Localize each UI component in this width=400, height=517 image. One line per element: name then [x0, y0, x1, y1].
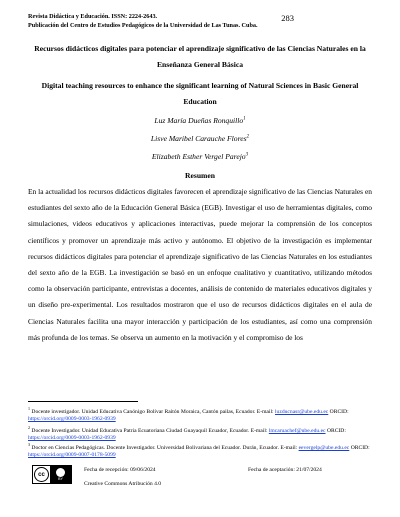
attribution-person-icon [56, 468, 65, 477]
abstract-text: En la actualidad los recursos didácticos digitales favorecen el aprendizaje significativo de las Ciencias Naturales en estudiantes del sexto año de la Educación General Básica (EGB). Investigar el uso de herramientas digitales, como simulaciones, videos educativos y aplicaciones interactivas, puede mejorar la comprensión de los conceptos científicos y promover un aprendizaje más activo y autónomo. El objetivo de la investigación es implementar recursos didácticos digitales para potenciar el aprendizaje significativo de las Ciencias Naturales en los estudiantes del sexto año de la EGB. La investigación se basó en un enfoque cualitativo y cuantitativo, utilizando métodos como la observación participante, entrevistas a docentes, análisis de contenido de materiales educativos digitales y un diseño pre-experimental. Los resultados mostraron que el uso de recursos didácticos digitales en el aula de Ciencias Naturales facilita una mayor interacción y participación de los estudiantes, así como una comprensión más profunda de los temas. Se observa un aumento en la motivación y el compromiso de los [28, 187, 372, 342]
footnote-rule [28, 401, 138, 402]
license-text: Creative Commons Atribución 4.0 [84, 481, 162, 487]
journal-header [28, 13, 258, 30]
footnote-mark: 3 [28, 442, 30, 447]
author-1 [28, 116, 372, 125]
footnote-text: Docente Investigador. Unidad Educativa Patria Ecuatoriana Ciudad Guayaquil Ecuador, Ecuador. E-mail: [30, 427, 269, 434]
page-number: 283 [281, 13, 294, 23]
journal-name: Revista Didáctica y Educación. ISSN: 2224-2643. [28, 13, 158, 20]
email-link[interactable]: lmcaruachef@ube.edu.ec [268, 427, 326, 434]
cc-logo-icon: cc [34, 467, 49, 482]
footnote-3 [28, 441, 372, 459]
orcid-label: ORCID: [325, 427, 346, 434]
author-2 [28, 134, 372, 143]
footnote-text: Docente investigador. Unidad Educativa Canónigo Bolívar Raitón Moraica, Cantón pailas, Ecuador. E-mail: [30, 408, 275, 415]
author-name: Luz María Dueñas Ronquillo [154, 116, 244, 125]
footnote-mark: 2 [28, 425, 30, 430]
orcid-link[interactable]: https://orcid.org/0009-0007-0178-5099 [28, 452, 116, 459]
email-link[interactable]: luzducnasr@ube.edu.ec [274, 408, 329, 415]
abstract-heading: Resumen [185, 171, 215, 180]
author-mark: 2 [246, 134, 250, 140]
orcid-label: ORCID: [328, 408, 349, 415]
author-mark: 3 [245, 152, 249, 158]
footnote-2 [28, 424, 372, 442]
author-name: Lisve Maribel Carauche Flores [150, 134, 247, 143]
author-mark: 1 [243, 116, 246, 122]
received-date: Fecha de recepción: 09/06/2024 [84, 467, 156, 473]
title-english: Digital teaching resources to enhance the significant learning of Natural Sciences in Basic General Education [41, 81, 359, 106]
footnote-1 [28, 405, 372, 423]
by-label: BY [58, 477, 63, 482]
orcid-link[interactable]: https://orcid.org/0009-0003-1962-0939 [28, 416, 116, 423]
author-3 [28, 152, 372, 161]
author-name: Elizabeth Esther Vergel Parejo [151, 152, 246, 161]
orcid-link[interactable]: https://orcid.org/0009-0003-1962-0939 [28, 435, 116, 442]
orcid-label: ORCID: [349, 444, 370, 451]
footnote-mark: 1 [28, 406, 30, 411]
journal-publisher: Publicación del Centro de Estudios Pedagógicos de la Universidad de Las Tunas. Cuba. [28, 21, 258, 29]
email-link[interactable]: eevergelp@ube.edu.ec [298, 444, 350, 451]
title-spanish: Recursos didácticos digitales para potenciar el aprendizaje significativo de las Ciencias Naturales en la Enseñanza General Básica [34, 44, 366, 69]
footnote-text: Doctor en Ciencias Pedagógicas. Docente Investigador. Universidad Bolivariana del Ecuador. Durán, Ecuador. E-mail: [30, 444, 299, 451]
cc-by-license-badge[interactable] [32, 465, 72, 484]
accepted-date: Fecha de aceptación: 21/07/2024 [248, 467, 322, 473]
